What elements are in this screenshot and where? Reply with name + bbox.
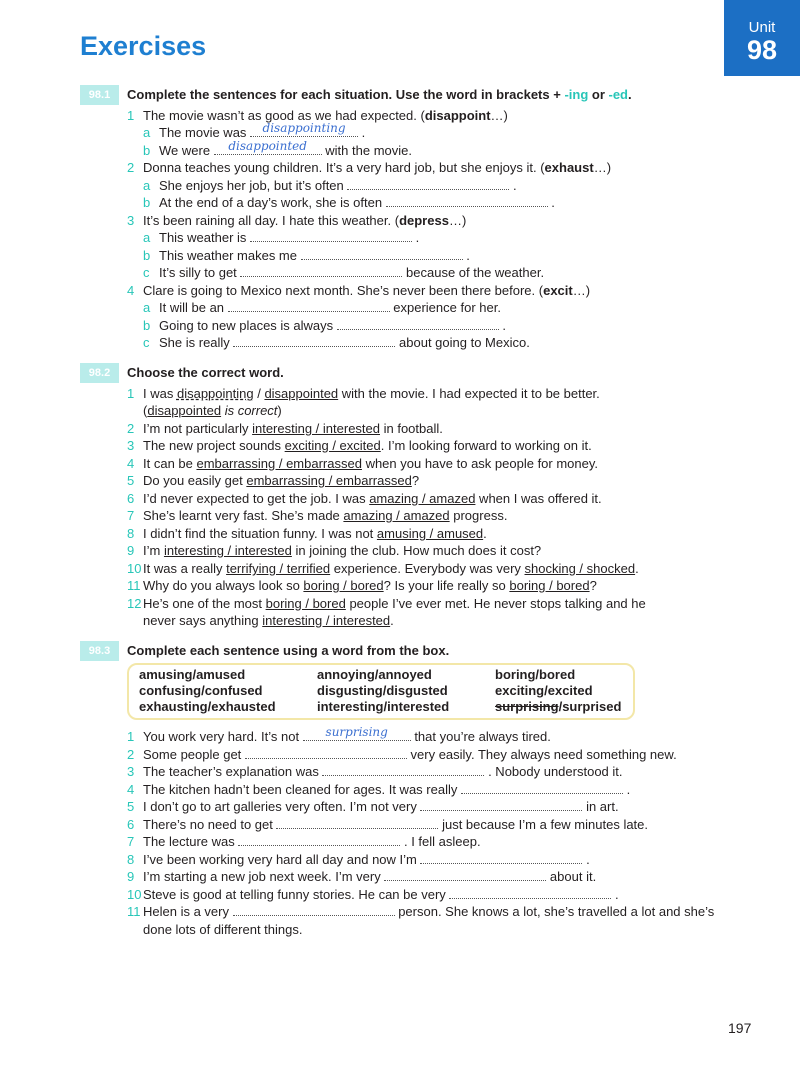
- exercise-item: 12 He’s one of the most boring / bored people I’ve ever met. He never stops talking and he: [127, 596, 646, 611]
- answer-blank[interactable]: [214, 139, 322, 155]
- word-option: boring/bored: [495, 667, 576, 682]
- answer-blank[interactable]: [322, 764, 484, 776]
- answer-blank[interactable]: [337, 318, 499, 330]
- word-option: annoying/annoyed: [317, 667, 432, 682]
- exercise-item: 10 It was a really terrifying / terrified experience. Everybody was very shocking / shocked.: [127, 561, 639, 576]
- exercise-item-continuation: done lots of different things.: [143, 922, 303, 937]
- exercise-item: 11 Helen is a very person. She knows a lot, she’s travelled a lot and she’s: [127, 904, 715, 919]
- word-box: [127, 663, 635, 720]
- exercise-subitem: c She is really about going to Mexico.: [143, 335, 530, 350]
- answer-blank[interactable]: [461, 782, 623, 794]
- word-option-used: surprising/surprised: [495, 699, 622, 714]
- exercise-item: 7 The lecture was . I fell asleep.: [127, 834, 481, 849]
- answer-blank[interactable]: [228, 300, 390, 312]
- option-choice[interactable]: amazing / amazed: [369, 491, 476, 506]
- answer-blank[interactable]: [420, 799, 582, 811]
- exercise-item: 10 Steve is good at telling funny stories. He can be very .: [127, 887, 619, 902]
- option-choice[interactable]: shocking / shocked: [524, 561, 636, 576]
- exercise-item: 4 The kitchen hadn’t been cleaned for ages. It was really .: [127, 782, 631, 797]
- exercise-instruction: Choose the correct word.: [127, 365, 284, 380]
- answer-blank[interactable]: [301, 248, 463, 260]
- unit-label: Unit: [748, 19, 776, 36]
- option-choice[interactable]: interesting / interested: [262, 613, 391, 628]
- exercise-item: 4 Clare is going to Mexico next month. She’s never been there before. (excit…): [127, 283, 591, 298]
- exercise-item: 5 I don’t go to art galleries very often. I’m not very in art.: [127, 799, 619, 814]
- handwritten-answer: disappointed: [228, 139, 307, 153]
- exercise-item: 6 There’s no need to get just because I’m a few minutes late.: [127, 817, 649, 832]
- option-choice[interactable]: terrifying / terrified: [226, 561, 331, 576]
- option-choice[interactable]: exciting / excited: [284, 438, 381, 453]
- exercise-item: 8 I didn’t find the situation funny. I was not amusing / amused.: [127, 526, 487, 541]
- word-option: exhausting/exhausted: [139, 699, 276, 714]
- exercise-item: 1 You work very hard. It’s not surprising that you’re always tired.: [127, 725, 551, 744]
- answer-blank[interactable]: [449, 887, 611, 899]
- word-option: disgusting/disgusted: [317, 683, 448, 698]
- exercise-subitem: b At the end of a day’s work, she is often .: [143, 195, 555, 210]
- answer-blank[interactable]: [420, 852, 582, 864]
- exercise-subitem: a It will be an experience for her.: [143, 300, 501, 315]
- unit-number: 98: [746, 35, 778, 65]
- answer-blank[interactable]: [245, 747, 407, 759]
- exercise-instruction: Complete each sentence using a word from the box.: [127, 643, 450, 658]
- exercise-number-98-1: 98.1: [80, 85, 119, 105]
- exercise-item: 7 She’s learnt very fast. She’s made amazing / amazed progress.: [127, 508, 508, 523]
- answer-blank[interactable]: [386, 195, 548, 207]
- exercise-subitem: c It’s silly to get because of the weather.: [143, 265, 545, 280]
- option-choice[interactable]: interesting / interested: [252, 421, 380, 436]
- exercise-item: 9 I’m starting a new job next week. I’m very about it.: [127, 869, 597, 884]
- exercise-instruction: Complete the sentences for each situation. Use the word in brackets + -ing or -ed.: [127, 87, 632, 102]
- option-choice[interactable]: boring / bored: [509, 578, 590, 593]
- answer-blank[interactable]: [347, 178, 509, 190]
- answer-blank[interactable]: [233, 904, 395, 916]
- exercise-item-continuation: never says anything interesting / interested.: [143, 613, 394, 628]
- exercise-item: 2 Donna teaches young children. It’s a very hard job, but she enjoys it. (exhaust…): [127, 160, 612, 175]
- option-choice[interactable]: amusing / amused: [376, 526, 484, 541]
- exercise-item: 2 Some people get very easily. They always need something new.: [127, 747, 677, 762]
- option-choice[interactable]: embarrassing / embarrassed: [246, 473, 412, 488]
- handwritten-answer: disappointing: [262, 121, 346, 135]
- exercise-item: 5 Do you easily get embarrassing / embarrassed?: [127, 473, 420, 488]
- option-choice[interactable]: embarrassing / embarrassed: [196, 456, 362, 471]
- exercise-number-98-2: 98.2: [80, 363, 119, 383]
- exercise-subitem: a She enjoys her job, but it’s often .: [143, 178, 517, 193]
- exercise-subitem: b This weather makes me .: [143, 248, 470, 263]
- exercise-item-continuation: (disappointed is correct): [143, 403, 282, 418]
- option-crossed[interactable]: disappointing: [176, 386, 254, 401]
- exercise-item: 3 The teacher’s explanation was . Nobody understood it.: [127, 764, 623, 779]
- answer-blank[interactable]: [384, 869, 546, 881]
- exercise-item: 1 The movie wasn’t as good as we had expected. (disappoint…): [127, 108, 508, 123]
- answer-blank[interactable]: [238, 834, 400, 846]
- exercise-subitem: b We were disappointed with the movie.: [143, 139, 412, 158]
- option-choice[interactable]: interesting / interested: [163, 543, 292, 558]
- word-option: confusing/confused: [139, 683, 263, 698]
- answer-blank[interactable]: [240, 265, 402, 277]
- unit-tab: [724, 0, 800, 76]
- exercise-item: 3 It’s been raining all day. I hate this weather. (depress…): [127, 213, 467, 228]
- word-option: amusing/amused: [139, 667, 246, 682]
- exercise-item: 8 I’ve been working very hard all day and now I’m .: [127, 852, 590, 867]
- handwritten-answer: surprising: [325, 725, 388, 739]
- exercise-subitem: b Going to new places is always .: [143, 318, 506, 333]
- page-title: Exercises: [80, 31, 207, 61]
- exercise-item: 3 The new project sounds exciting / excited. I’m looking forward to working on it.: [127, 438, 592, 453]
- exercise-item: 6 I’d never expected to get the job. I was amazing / amazed when I was offered it.: [127, 491, 602, 506]
- answer-blank[interactable]: [303, 725, 411, 741]
- answer-blank[interactable]: [250, 230, 412, 242]
- word-option: interesting/interested: [317, 699, 450, 714]
- answer-blank[interactable]: [250, 121, 358, 137]
- exercise-number-98-3: 98.3: [80, 641, 119, 661]
- answer-blank[interactable]: [276, 817, 438, 829]
- word-option: exciting/excited: [495, 683, 593, 698]
- exercise-item: 2 I’m not particularly interesting / interested in football.: [127, 421, 443, 436]
- option-correct[interactable]: disappointed: [264, 386, 339, 401]
- page-number: 197: [728, 1020, 752, 1036]
- answer-blank[interactable]: [233, 335, 395, 347]
- exercise-item: 11 Why do you always look so boring / bored? Is your life really so boring / bored?: [127, 578, 597, 593]
- option-choice[interactable]: boring / bored: [265, 596, 346, 611]
- exercise-subitem: a The movie was disappointing .: [143, 121, 366, 140]
- option-choice[interactable]: boring / bored: [303, 578, 384, 593]
- option-choice[interactable]: amazing / amazed: [343, 508, 450, 523]
- exercise-item: 1 I was disappointing / disappointed with the movie. I had expected it to be better.: [127, 386, 600, 401]
- exercise-item: 9 I’m interesting / interested in joining the club. How much does it cost?: [127, 543, 542, 558]
- exercise-subitem: a This weather is .: [143, 230, 420, 245]
- exercise-item: 4 It can be embarrassing / embarrassed when you have to ask people for money.: [127, 456, 599, 471]
